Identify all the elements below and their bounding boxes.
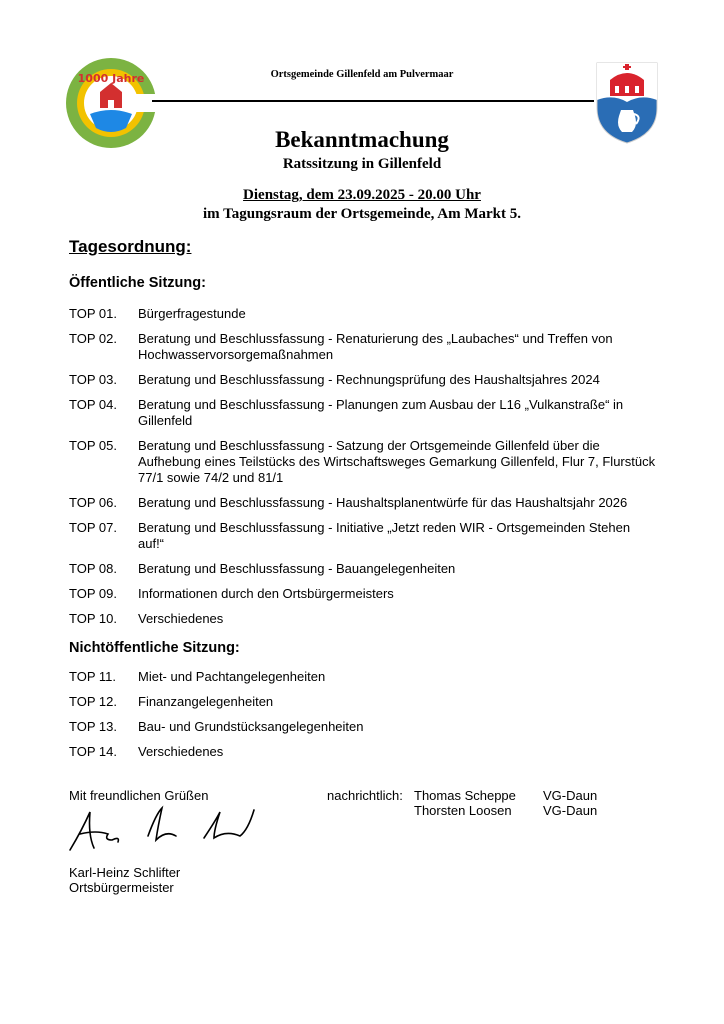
private-session-heading: Nichtöffentliche Sitzung:	[69, 640, 240, 656]
agenda-item-number: TOP 13.	[69, 719, 117, 734]
agenda-item-number: TOP 06.	[69, 495, 117, 510]
agenda-item	[69, 438, 659, 486]
agenda-item	[69, 306, 659, 322]
agenda-item-number: TOP 09.	[69, 586, 117, 601]
agenda-item-text: Beratung und Beschlussfassung - Planungen zum Ausbau der L16 „Vulkanstraße“ in Gillenfeld	[138, 397, 624, 428]
cc-recipient-org: VG-Daun	[543, 803, 598, 818]
agenda-item-text: Verschiedenes	[138, 744, 224, 759]
agenda-item-number: TOP 02.	[69, 331, 117, 346]
header-org-name: Ortsgemeinde Gillenfeld am Pulvermaar	[270, 69, 454, 80]
agenda-item-number: TOP 12.	[69, 694, 117, 709]
agenda-item-text: Beratung und Beschlussfassung - Haushaltsplanentwürfe für das Haushaltsjahr 2026	[138, 495, 628, 510]
agenda-item-number: TOP 04.	[69, 397, 117, 412]
agenda-item-text: Beratung und Beschlussfassung - Satzung der Ortsgemeinde Gillenfeld über die Aufhebung eines Teilstücks des Wirtschaftsweges Gemarkung Gillenfeld, Flur 7, Flurstück 77/1 sowie 74/2 und 81/1	[138, 438, 656, 485]
agenda-item	[69, 586, 659, 602]
agenda-item	[69, 719, 659, 735]
agenda-item-text: Beratung und Beschlussfassung - Initiative „Jetzt reden WIR - Ortsgemeinden Stehen auf!“	[138, 520, 631, 551]
meeting-location: im Tagungsraum der Ortsgemeinde, Am Markt 5.	[202, 206, 522, 222]
logo-jubilee-text: 1000 Jahre	[77, 72, 145, 85]
agenda-item-text: Bau- und Grundstücksangelegenheiten	[138, 719, 364, 734]
agenda-item	[69, 561, 659, 577]
agenda-item	[69, 694, 659, 710]
cc-recipient-org: VG-Daun	[543, 788, 598, 803]
agenda-item-text: Verschiedenes	[138, 611, 224, 626]
agenda-heading: Tagesordnung:	[69, 237, 192, 256]
agenda-item-number: TOP 14.	[69, 744, 117, 759]
closing-greeting: Mit freundlichen Grüßen	[69, 788, 209, 803]
handwritten-signature	[64, 800, 264, 860]
agenda-item-number: TOP 05.	[69, 438, 117, 453]
meeting-date	[0, 187, 724, 204]
agenda-item-number: TOP 03.	[69, 372, 117, 387]
page-title: Bekanntmachung	[275, 127, 449, 152]
public-agenda-list	[69, 306, 659, 627]
agenda-item-text: Bürgerfragestunde	[138, 306, 246, 321]
agenda-item	[69, 744, 659, 760]
agenda-item	[69, 520, 659, 552]
agenda-item-text: Beratung und Beschlussfassung - Renaturierung des „Laubaches“ und Treffen von Hochwasservorsorgemaßnahmen	[138, 331, 613, 362]
signer-name: Karl-Heinz Schlifter	[69, 865, 181, 880]
signer-role: Ortsbürgermeister	[69, 880, 174, 895]
agenda-item-text: Miet- und Pachtangelegenheiten	[138, 669, 326, 684]
agenda-item-text: Beratung und Beschlussfassung - Bauangelegenheiten	[138, 561, 456, 576]
cc-recipient-name: Thorsten Loosen	[414, 803, 512, 818]
cc-recipient-name: Thomas Scheppe	[414, 788, 516, 803]
agenda-item	[69, 331, 659, 363]
agenda-item	[69, 372, 659, 388]
cc-label: nachrichtlich:	[327, 788, 403, 803]
page-subtitle: Ratssitzung in Gillenfeld	[282, 156, 442, 172]
private-agenda-list	[69, 669, 659, 760]
agenda-item-number: TOP 01.	[69, 306, 117, 321]
agenda-item-number: TOP 07.	[69, 520, 117, 535]
agenda-item	[69, 397, 659, 429]
agenda-item	[69, 669, 659, 685]
agenda-item-number: TOP 10.	[69, 611, 117, 626]
agenda-item-text: Beratung und Beschlussfassung - Rechnungsprüfung des Haushaltsjahres 2024	[138, 372, 600, 387]
header-divider	[152, 100, 594, 102]
agenda-item-number: TOP 08.	[69, 561, 117, 576]
agenda-item-text: Informationen durch den Ortsbürgermeisters	[138, 586, 394, 601]
agenda-item	[69, 495, 659, 511]
agenda-item	[69, 611, 659, 627]
meeting-date-text: Dienstag, dem 23.09.2025 - 20.00 Uhr	[243, 187, 481, 203]
public-session-heading: Öffentliche Sitzung:	[69, 275, 206, 291]
agenda-item-number: TOP 11.	[69, 669, 116, 684]
agenda-item-text: Finanzangelegenheiten	[138, 694, 274, 709]
